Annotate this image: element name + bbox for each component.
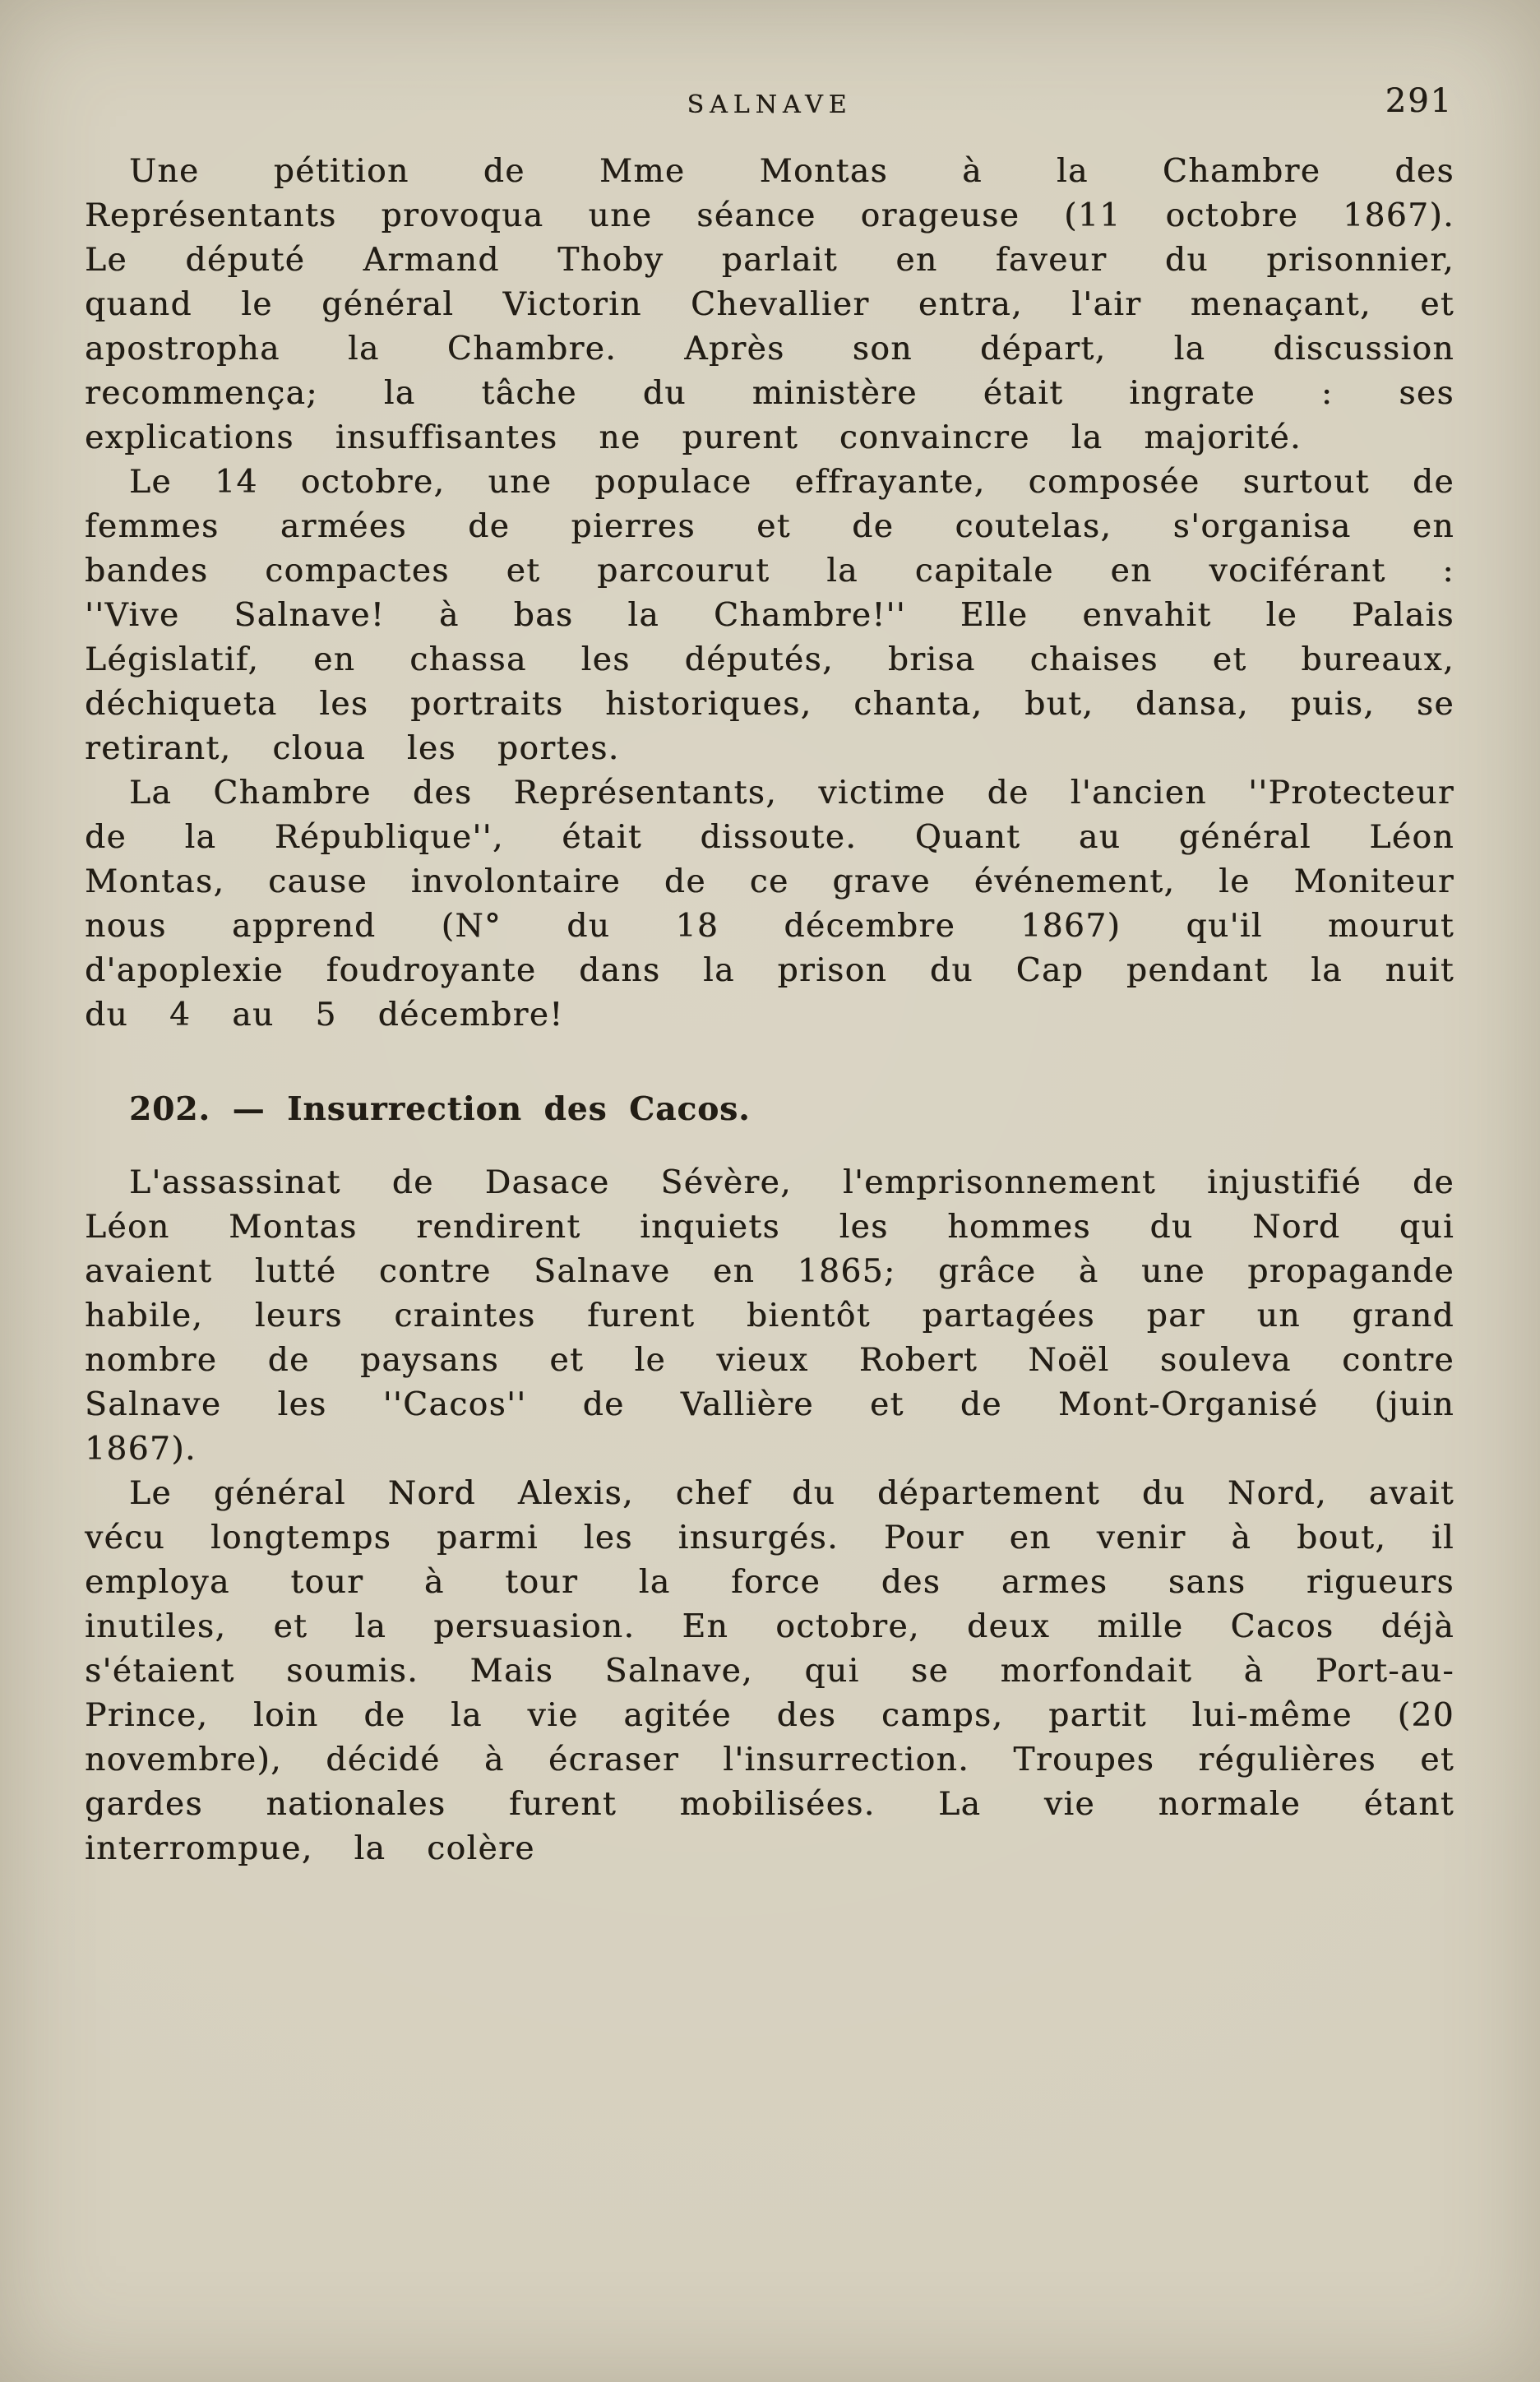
paragraph: Une pétition de Mme Montas à la Chambre des Représentants provoqua une séance orageuse (11 octobre 1867). Le député Armand Thoby parlait en faveur du prisonnier, quand le général Victorin Chevallier entra, l'air menaçant, et apostropha la Chambre. Après son départ, la discussion recommença; la tâche du ministère était ingrate : ses explications insuffisantes ne purent convaincre la majorité. [85, 153, 1454, 456]
running-title: SALNAVE [687, 90, 853, 119]
paragraph: Le général Nord Alexis, chef du département du Nord, avait vécu longtemps parmi les insurgés. Pour en venir à bout, il employa tour à tour la force des armes sans rigueurs inutiles, et la persuasion. En octobre, deux mille Cacos déjà s'étaient soumis. Mais Salnave, qui se morfondait à Port-au-Prince, loin de la vie agitée des camps, partit lui-même (20 novembre), décidé à écraser l'insurrection. Troupes régulières et gardes nationales furent mobilisées. La vie normale étant interrompue, la colère [85, 1475, 1454, 1867]
section-heading: 202. — Insurrection des Cacos. [129, 1090, 751, 1128]
page-body [85, 150, 1454, 1871]
page-number: 291 [1385, 82, 1453, 120]
page-header [85, 82, 1454, 125]
paragraph: L'assassinat de Dasace Sévère, l'emprisonnement injustifié de Léon Montas rendirent inquiets les hommes du Nord qui avaient lutté contre Salnave en 1865; grâce à une propagande habile, leurs craintes furent bientôt partagées par un grand nombre de paysans et le vieux Robert Noël souleva contre Salnave les ''Cacos'' de Vallière et de Mont-Organisé (juin 1867). [85, 1164, 1454, 1468]
paragraph: La Chambre des Représentants, victime de l'ancien ''Protecteur de la République'', était dissoute. Quant au général Léon Montas, cause involontaire de ce grave événement, le Moniteur nous apprend (N° du 18 décembre 1867) qu'il mourut d'apoplexie foudroyante dans la prison du Cap pendant la nuit du 4 au 5 décembre! [85, 775, 1454, 1034]
paragraph: Le 14 octobre, une populace effrayante, composée surtout de femmes armées de pierres et de coutelas, s'organisa en bandes compactes et parcourut la capitale en vociférant : ''Vive Salnave! à bas la Chambre!'' Elle envahit le Palais Législatif, en chassa les députés, brisa chaises et bureaux, déchiqueta les portraits historiques, chanta, but, dansa, puis, se retirant, cloua les portes. [85, 464, 1454, 767]
